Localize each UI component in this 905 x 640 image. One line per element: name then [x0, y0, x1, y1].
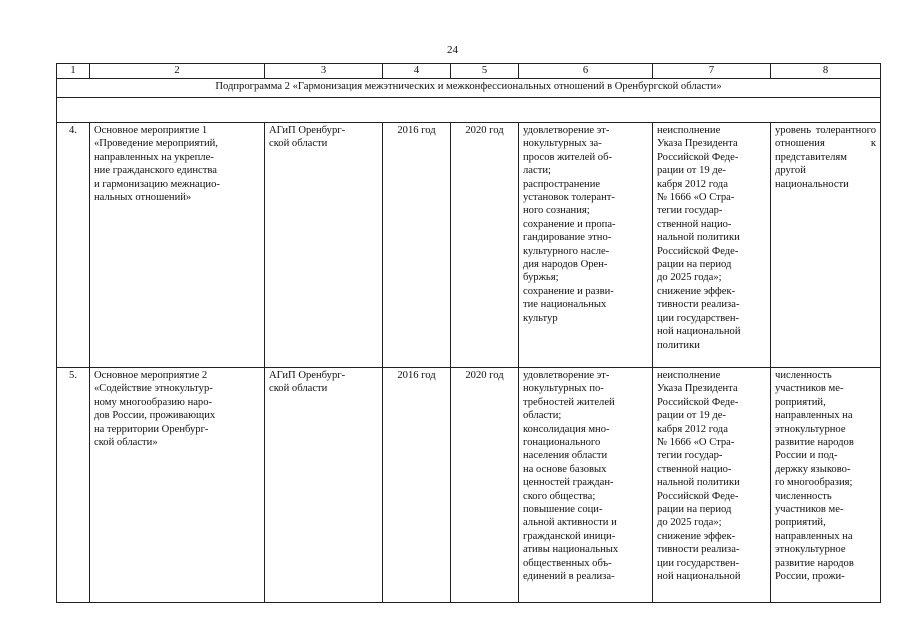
consequence-cell: неисполнение Указа Президента Российской Феде- рации от 19 де- кабря 2012 года № 1666 «О Стра- тегии государ- ственной нацио- нальной политики Российской Феде- рации на период до 2025 года»; снижение эффек- тивности реализа- ции государствен- ной национальной политики: [653, 123, 771, 368]
column-number: 5: [451, 64, 519, 79]
column-number: 8: [771, 64, 881, 79]
result-cell: удовлетворение эт- нокультурных по- требностей жителей области; консолидация мно- гонационального населения области на основе базовых ценностей граждан- ского общества; повышение соци- альной активности и гражданской иници- ативы национальных общественных объ- единений в реализа-: [519, 368, 653, 603]
start-year-cell: 2016 год: [383, 368, 451, 603]
subprogram-row: [57, 79, 881, 98]
spacer-cell: [57, 98, 881, 123]
start-year-cell: 2016 год: [383, 123, 451, 368]
column-number-row: [57, 64, 881, 79]
result-cell: удовлетворение эт- нокультурных за- просов жителей об- ласти; распространение установок толерант- ного сознания; сохранение и пропа- гандирование этно- культурного насле- дия народов Орен- буржья; сохранение и разви- тие национальных культур: [519, 123, 653, 368]
column-number: 6: [519, 64, 653, 79]
indicator-cell: уровень толерантного отношения к представителям другой национальности: [771, 123, 881, 368]
column-number: 2: [90, 64, 265, 79]
subprogram-title: Подпрограмма 2 «Гармонизация межэтнических и межконфессиональных отношений в Оренбургской области»: [57, 79, 881, 98]
indicator-cell: численность участников ме- роприятий, направленных на этнокультурное развитие народов России и под- держку языково- го многообразия; численность участников ме- роприятий, направленных на этнокультурное развитие народов России, прожи-: [771, 368, 881, 603]
page-number: 24: [447, 44, 458, 56]
program-table: [56, 63, 881, 603]
executor-cell: АГиП Оренбург- ской области: [265, 368, 383, 603]
consequence-cell: неисполнение Указа Президента Российской Феде- рации от 19 де- кабря 2012 года № 1666 «О Стра- тегии государ- ственной нацио- нальной политики Российской Феде- рации на период до 2025 года»; снижение эффек- тивности реализа- ции государствен- ной национальной: [653, 368, 771, 603]
row-number: 4.: [57, 123, 90, 368]
table-row: [57, 368, 881, 603]
event-cell: Основное мероприятие 2 «Содействие этнокультур- ному многообразию наро- дов России, проживающих на территории Оренбург- ской области»: [90, 368, 265, 603]
column-number: 4: [383, 64, 451, 79]
end-year-cell: 2020 год: [451, 123, 519, 368]
column-number: 7: [653, 64, 771, 79]
table-row: [57, 123, 881, 368]
event-cell: Основное мероприятие 1 «Проведение мероприятий, направленных на укрепле- ние гражданского единства и гармонизацию межнацио- нальных отношений»: [90, 123, 265, 368]
column-number: 1: [57, 64, 90, 79]
column-number: 3: [265, 64, 383, 79]
spacer-row: [57, 98, 881, 123]
row-number: 5.: [57, 368, 90, 603]
executor-cell: АГиП Оренбург- ской области: [265, 123, 383, 368]
end-year-cell: 2020 год: [451, 368, 519, 603]
